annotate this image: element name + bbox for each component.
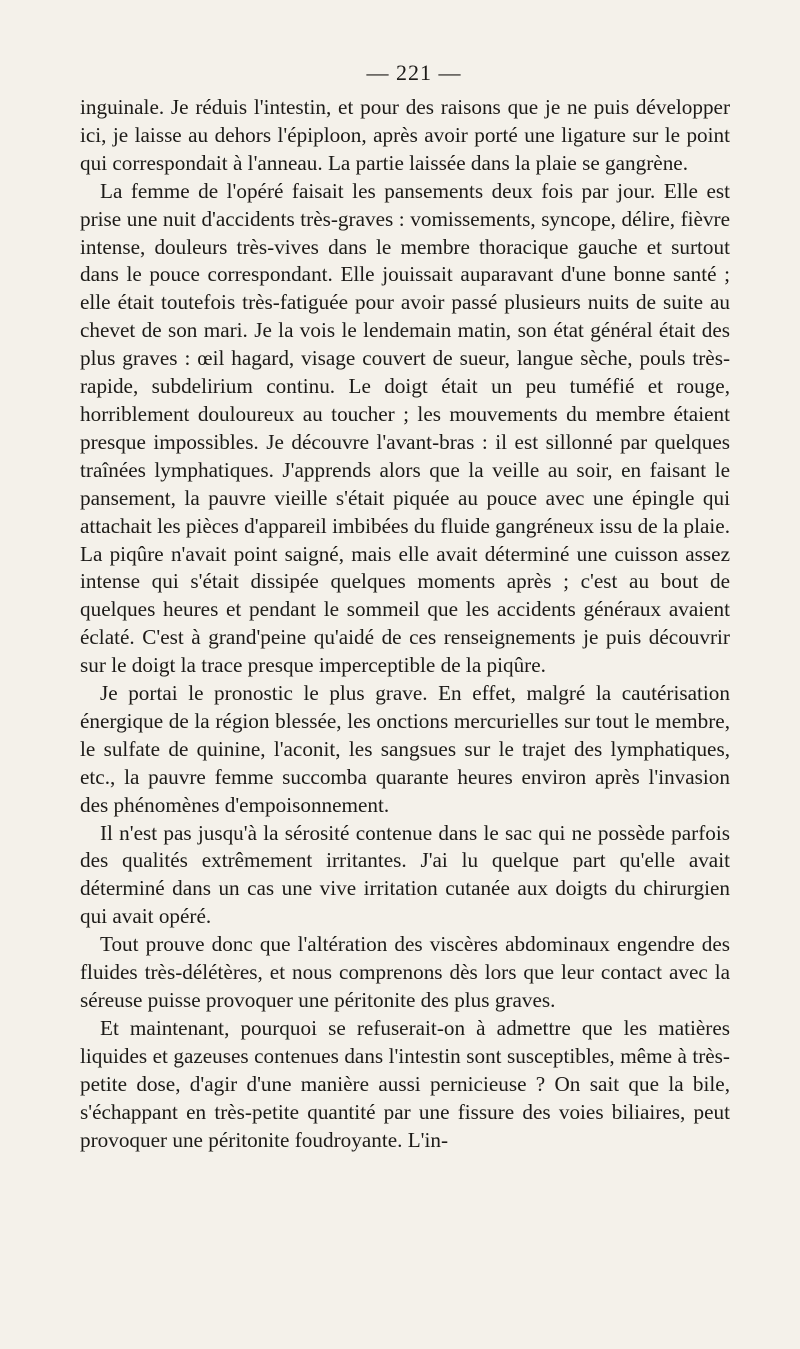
paragraph-3: Je portai le pronostic le plus grave. En effet, malgré la cautérisation énergique de la région blessée, les onctions mercurielles sur tout le membre, le sulfate de quinine, l'aconit, les sangsues sur le trajet des lymphatiques, etc., la pauvre femme succomba quarante heures environ après l'invasion des phénomènes d'empoisonnement.: [80, 681, 730, 817]
paragraph-4: Il n'est pas jusqu'à la sérosité contenue dans le sac qui ne possède parfois des qualités extrêmement irritantes. J'ai lu quelque part qu'elle avait déterminé dans un cas une vive irritation cutanée aux doigts du chirurgien qui avait opéré.: [80, 820, 730, 929]
paragraph-2: La femme de l'opéré faisait les pansements deux fois par jour. Elle est prise une nuit d'accidents très-graves : vomissements, syncope, délire, fièvre intense, douleurs très-vives dans le membre thoracique gauche et surtout dans le pouce correspondant. Elle jouissait auparavant d'une bonne santé ; elle était toutefois très-fatiguée pour avoir passé plusieurs nuits de suite au chevet de son mari. Je la vois le lendemain matin, son état général était des plus graves : œil hagard, visage couvert de sueur, langue sèche, pouls très-rapide, subdelirium continu. Le doigt était un peu tuméfié et rouge, horriblement douloureux au toucher ; les mouvements du membre étaient presque impossibles. Je découvre l'avant-bras : il est sillonné par quelques traînées lymphatiques. J'apprends alors que la veille au soir, en faisant le pansement, la pauvre vieille s'était piquée au pouce avec une épingle qui attachait les pièces d'appareil imbibées du fluide gangréneux issu de la plaie. La piqûre n'avait point saigné, mais elle avait déterminé une cuisson assez intense qui s'était dissipée quelques moments après ; c'est au bout de quelques heures et pendant le sommeil que les accidents généraux avaient éclaté. C'est à grand'peine qu'aidé de ces renseignements je puis découvrir sur le doigt la trace presque imperceptible de la piqûre.: [80, 178, 730, 678]
page-number: — 221 —: [366, 60, 462, 85]
paragraph-1: inguinale. Je réduis l'intestin, et pour des raisons que je ne puis développer ici, je laisse au dehors l'épiploon, après avoir porté une ligature sur le point qui correspondait à l'anneau. La partie laissée dans la plaie se gangrène.: [80, 95, 730, 175]
paragraph-6: Et maintenant, pourquoi se refuserait-on à admettre que les matières liquides et gazeuses contenues dans l'intestin sont susceptibles, même à très-petite dose, d'agir d'une manière aussi pernicieuse ? On sait que la bile, s'échappant en très-petite quantité par une fissure des voies biliaires, peut provoquer une péritonite foudroyante. L'in-: [80, 1015, 730, 1152]
paragraph-5: Tout prouve donc que l'altération des viscères abdominaux engendre des fluides très-délétères, et nous comprenons dès lors que leur contact avec la séreuse puisse provoquer une péritonite des plus graves.: [80, 932, 730, 1012]
